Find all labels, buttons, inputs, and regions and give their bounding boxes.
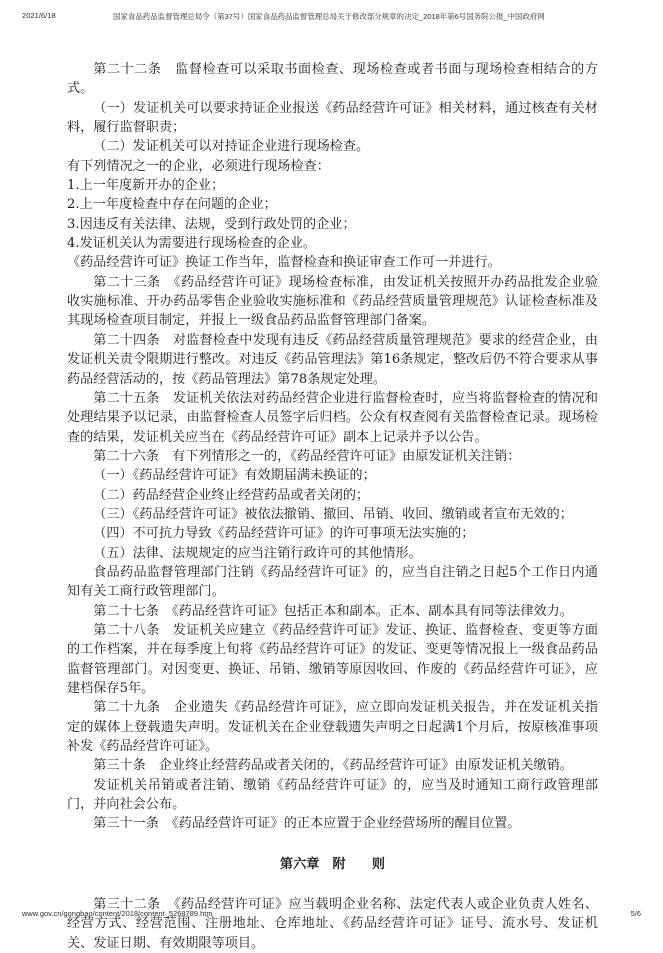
document-page — [0, 60, 663, 953]
paragraph-article-26-item-2: （二）药品经营企业终止经营药品或者关闭的； — [93, 487, 370, 503]
paragraph-article-30-notify: 发证机关吊销或者注销、缴销《药品经营许可证》的，应当及时通知工商行政管理部门，并向社会公布。 — [67, 777, 598, 813]
paragraph-article-32: 第三十二条 《药品经营许可证》应当载明企业名称、法定代表人或企业负责人姓名、经营方式、经营范围、注册地址、仓库地址、《药品经营许可证》证号、流水号、发证机关、发证日期、有效期限等项目。 — [67, 897, 598, 951]
paragraph-article-27: 第二十七条 《药品经营许可证》包括正本和副本。正本、副本具有同等法律效力。 — [93, 603, 573, 619]
paragraph-article-22-onsite-1: 1.上一年度新开办的企业； — [67, 178, 225, 194]
paragraph-article-22-onsite-3: 3.因违反有关法律、法规，受到行政处罚的企业； — [67, 216, 356, 232]
paragraph-article-22-onsite-4: 4.发证机关认为需要进行现场检查的企业。 — [67, 236, 317, 252]
paragraph-article-26-item-4: （四）不可抗力导致《药品经营许可证》的许可事项无法实施的； — [93, 526, 475, 542]
paragraph-article-22-onsite-2: 2.上一年度检查中存在问题的企业； — [67, 197, 277, 213]
paragraph-article-24: 第二十四条 对监督检查中发现有违反《药品经营质量管理规范》要求的经营企业，由发证机关责令限期进行整改。对违反《药品管理法》第16条规定，整改后仍不符合要求从事药品经营活动的，按《药品管理法》第78条规定处理。 — [67, 332, 598, 387]
print-footer — [0, 900, 663, 936]
paragraph-article-23: 第二十三条 《药品经营许可证》现场检查标准，由发证机关按照开办药品批发企业验收实施标准、开办药品零售企业验收实施标准和《药品经营质量管理规范》认证检查标准及其现场检查项目制定，并报上一级食品药品监督管理部门备案。 — [67, 274, 598, 329]
paragraph-article-26: 第二十六条 有下列情形之一的，《药品经营许可证》由原发证机关注销： — [93, 448, 521, 464]
paragraph-article-26-item-5: （五）法律、法规规定的应当注销行政许可的其他情形。 — [93, 545, 422, 561]
paragraph-article-26-notify: 食品药品监督管理部门注销《药品经营许可证》的，应当自注销之日起5个工作日内通知有关工商行政管理部门。 — [67, 564, 598, 600]
document-body — [65, 60, 598, 953]
chapter-spacer-bottom — [67, 874, 598, 895]
print-header-date: 2021/6/18 — [22, 11, 56, 20]
paragraph-article-26-item-3: （三）《药品经营许可证》被依法撤销、撤回、吊销、收回、缴销或者宣布无效的； — [93, 506, 573, 522]
paragraph-article-22-item-1: （一）发证机关可以要求持证企业报送《药品经营许可证》相关材料，通过核查有关材料，履行监督职责； — [67, 100, 598, 136]
print-header-title: 国家食品药品监督管理总局令（第37号）国家食品药品监督管理总局关于修改部分规章的决定_2018年第6号国务院公报_中国政府网 — [113, 12, 545, 21]
paragraph-article-22: 第二十二条 监督检查可以采取书面检查、现场检查或者书面与现场检查相结合的方式。 — [67, 62, 598, 97]
print-footer-page-number: 5/6 — [630, 909, 641, 918]
paragraph-article-31: 第三十一条 《药品经营许可证》的正本应置于企业经营场所的醒目位置。 — [93, 816, 521, 832]
paragraph-article-30: 第三十条 企业终止经营药品或者关闭的，《药品经营许可证》由原发证机关缴销。 — [93, 758, 573, 774]
print-header — [0, 0, 663, 30]
paragraph-article-26-item-1: （一）《药品经营许可证》有效期届满未换证的； — [93, 468, 376, 484]
paragraph-article-29: 第二十九条 企业遗失《药品经营许可证》，应立即向发证机关报告，并在发证机关指定的媒体上登载遗失声明。发证机关在企业登载遗失声明之日起满1个月后，按原核准事项补发《药品经营许可证》。 — [67, 700, 598, 755]
paragraph-article-22-onsite-intro: 有下列情况之一的企业，必须进行现场检查： — [67, 158, 330, 174]
paragraph-article-28: 第二十八条 发证机关应建立《药品经营许可证》发证、换证、监督检查、变更等方面的工作档案，并在每季度上旬将《药品经营许可证》的发证、变更等情况报上一级食品药品监督管理部门。对因变更、换证、吊销、缴销等原因收回、作废的《药品经营许可证》，应建档保存5年。 — [67, 622, 598, 696]
document-blocks-before-chapter — [67, 60, 598, 834]
chapter-spacer-top — [67, 834, 598, 855]
chapter-heading: 第六章 附 则 — [279, 856, 386, 872]
paragraph-article-22-item-2: （二）发证机关可以对持证企业进行现场检查。 — [93, 139, 370, 155]
paragraph-article-25: 第二十五条 发证机关依法对药品经营企业进行监督检查时，应当将监督检查的情况和处理结果予以记录，由监督检查人员签字后归档。公众有权查阅有关监督检查记录。现场检查的结果，发证机关应当在《药品经营许可证》副本上记录并予以公告。 — [67, 390, 598, 445]
print-footer-url: www.gov.cn/gongbao/content/2018/content_5268789.htm — [22, 909, 213, 918]
paragraph-article-22-renewal: 《药品经营许可证》换证工作当年，监督检查和换证审查工作可一并进行。 — [67, 255, 501, 271]
